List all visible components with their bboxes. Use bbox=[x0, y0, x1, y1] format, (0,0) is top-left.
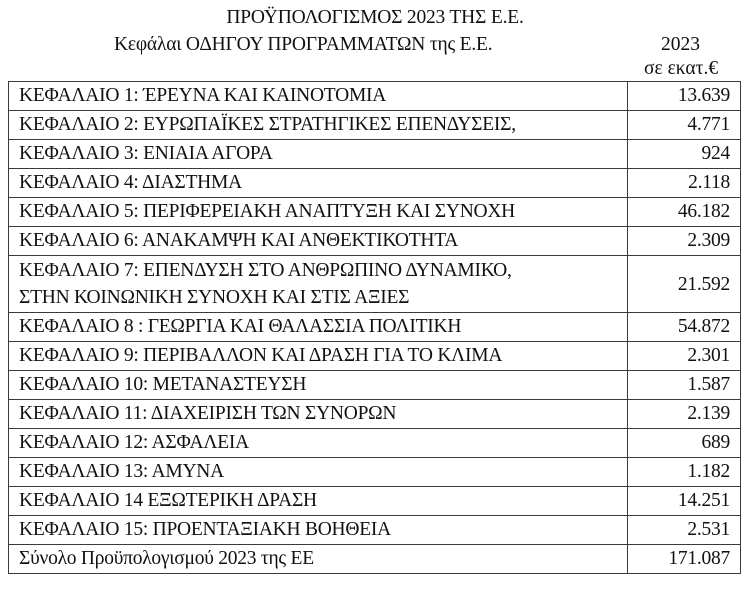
chapter-amount: 2.118 bbox=[628, 169, 741, 198]
table-row bbox=[9, 429, 741, 458]
table-row bbox=[9, 82, 741, 111]
table-row bbox=[9, 111, 741, 140]
budget-table bbox=[8, 81, 741, 574]
chapter-amount: 689 bbox=[628, 429, 741, 458]
table-row bbox=[9, 516, 741, 545]
chapter-label: ΚΕΦΑΛΑΙΟ 11: ΔΙΑΧΕΙΡΙΣΗ ΤΩΝ ΣΥΝΟΡΩΝ bbox=[9, 400, 628, 429]
table-row bbox=[9, 371, 741, 400]
chapter-label: ΚΕΦΑΛΑΙΟ 6: ΑΝΑΚΑΜΨΗ ΚΑΙ ΑΝΘΕΚΤΙΚΟΤΗΤΑ bbox=[9, 227, 628, 256]
chapter-label: ΚΕΦΑΛΑΙΟ 12: ΑΣΦΑΛΕΙΑ bbox=[9, 429, 628, 458]
table-row bbox=[9, 169, 741, 198]
table-row bbox=[9, 487, 741, 516]
table-row bbox=[9, 313, 741, 342]
table-row bbox=[9, 458, 741, 487]
total-row bbox=[9, 545, 741, 574]
chapter-amount: 924 bbox=[628, 140, 741, 169]
chapter-label: ΚΕΦΑΛΑΙΟ 10: ΜΕΤΑΝΑΣΤΕΥΣΗ bbox=[9, 371, 628, 400]
table-row bbox=[9, 400, 741, 429]
chapter-label: ΚΕΦΑΛΑΙΟ 2: ΕΥΡΩΠΑΪΚΕΣ ΣΤΡΑΤΗΓΙΚΕΣ ΕΠΕΝΔΥΣΕΙΣ, bbox=[9, 111, 628, 140]
chapter-amount: 21.592 bbox=[628, 256, 741, 313]
table-row bbox=[9, 227, 741, 256]
chapter-amount: 2.531 bbox=[628, 516, 741, 545]
chapter-amount: 2.301 bbox=[628, 342, 741, 371]
chapter-amount: 13.639 bbox=[628, 82, 741, 111]
total-amount: 171.087 bbox=[628, 545, 741, 574]
table-row bbox=[9, 198, 741, 227]
unit-column-header: σε εκατ.€ bbox=[644, 58, 719, 79]
chapter-label bbox=[9, 256, 628, 313]
table-row bbox=[9, 256, 741, 313]
table-row bbox=[9, 140, 741, 169]
chapter-label-line-2: ΣΤΗΝ ΚΟΙΝΩΝΙΚΗ ΣΥΝΟΧΗ ΚΑΙ ΣΤΙΣ ΑΞΙΕΣ bbox=[19, 287, 410, 308]
chapter-label: ΚΕΦΑΛΑΙΟ 15: ΠΡΟΕΝΤΑΞΙΑΚΗ ΒΟΗΘΕΙΑ bbox=[9, 516, 628, 545]
chapter-amount: 2.139 bbox=[628, 400, 741, 429]
chapter-label-line-1: ΚΕΦΑΛΑΙΟ 7: ΕΠΕΝΔΥΣΗ ΣΤΟ ΑΝΘΡΩΠΙΝΟ ΔΥΝΑΜΙΚΟ, bbox=[19, 260, 512, 281]
chapter-amount: 1.182 bbox=[628, 458, 741, 487]
chapter-label: ΚΕΦΑΛΑΙΟ 8 : ΓΕΩΡΓΙΑ ΚΑΙ ΘΑΛΑΣΣΙΑ ΠΟΛΙΤΙΚΗ bbox=[9, 313, 628, 342]
chapter-label: ΚΕΦΑΛΑΙΟ 4: ΔΙΑΣΤΗΜΑ bbox=[9, 169, 628, 198]
document-title: ΠΡΟΫΠΟΛΟΓΙΣΜΟΣ 2023 ΤΗΣ Ε.Ε. bbox=[226, 7, 524, 28]
chapter-amount: 2.309 bbox=[628, 227, 741, 256]
chapter-label: ΚΕΦΑΛΑΙΟ 1: ΈΡΕΥΝΑ ΚΑΙ ΚΑΙΝΟΤΟΜΙΑ bbox=[9, 82, 628, 111]
total-label: Σύνολο Προϋπολογισμού 2023 της ΕΕ bbox=[9, 545, 628, 574]
document-subtitle: Κεφάλαι ΟΔΗΓΟΥ ΠΡΟΓΡΑΜΜΑΤΩΝ της Ε.Ε. bbox=[114, 34, 493, 55]
chapter-label: ΚΕΦΑΛΑΙΟ 14 ΕΞΩΤΕΡΙΚΗ ΔΡΑΣΗ bbox=[9, 487, 628, 516]
chapter-amount: 14.251 bbox=[628, 487, 741, 516]
chapter-amount: 54.872 bbox=[628, 313, 741, 342]
chapter-label: ΚΕΦΑΛΑΙΟ 5: ΠΕΡΙΦΕΡΕΙΑΚΗ ΑΝΑΠΤΥΞΗ ΚΑΙ ΣΥΝΟΧΗ bbox=[9, 198, 628, 227]
chapter-amount: 46.182 bbox=[628, 198, 741, 227]
chapter-label: ΚΕΦΑΛΑΙΟ 3: ΕΝΙΑΙΑ ΑΓΟΡΑ bbox=[9, 140, 628, 169]
chapter-amount: 4.771 bbox=[628, 111, 741, 140]
chapter-label: ΚΕΦΑΛΑΙΟ 9: ΠΕΡΙΒΑΛΛΟΝ ΚΑΙ ΔΡΑΣΗ ΓΙΑ ΤΟ ΚΛΙΜΑ bbox=[9, 342, 628, 371]
year-column-header: 2023 bbox=[661, 34, 700, 55]
chapter-label: ΚΕΦΑΛΑΙΟ 13: ΑΜΥΝΑ bbox=[9, 458, 628, 487]
table-row bbox=[9, 342, 741, 371]
chapter-amount: 1.587 bbox=[628, 371, 741, 400]
